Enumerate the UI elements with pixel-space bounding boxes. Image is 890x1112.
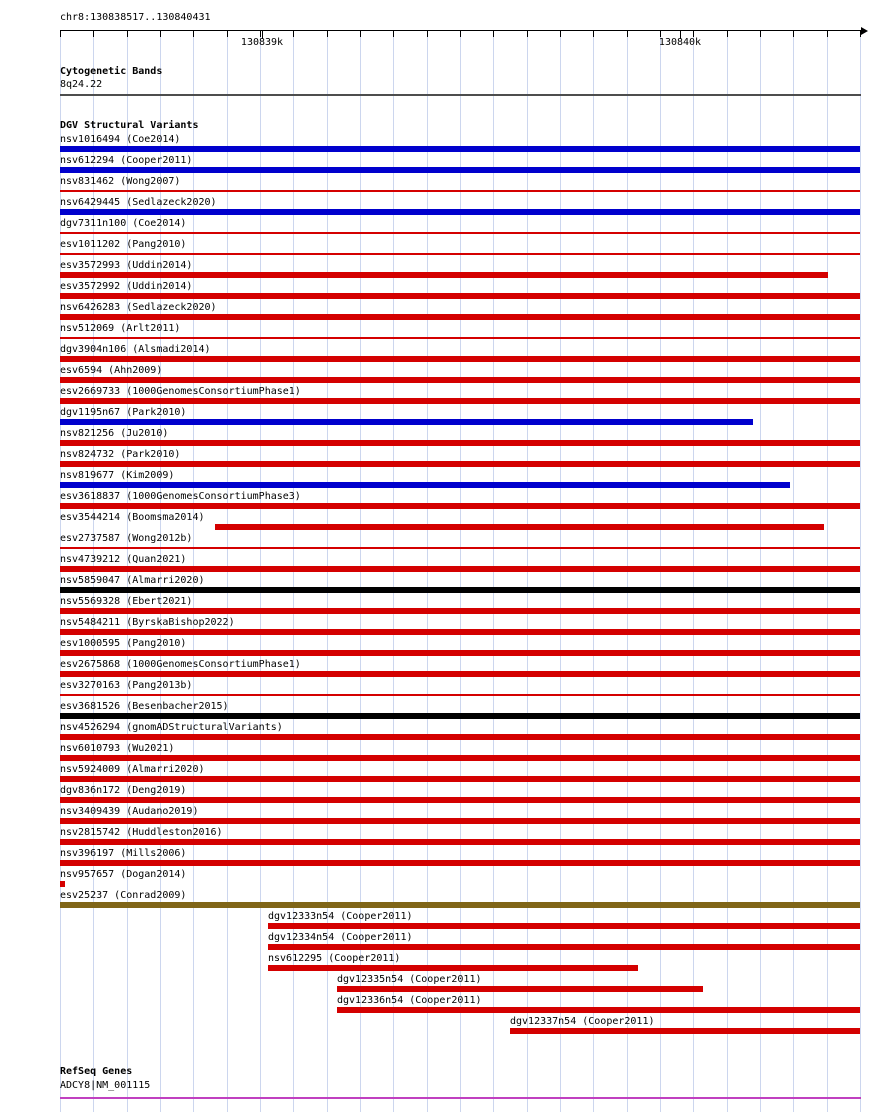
variant-label: dgv12337n54 (Cooper2011) bbox=[510, 1016, 655, 1027]
variant-bar[interactable] bbox=[60, 398, 860, 404]
variant-label: nsv4739212 (Quan2021) bbox=[60, 554, 187, 565]
variant-bar[interactable] bbox=[60, 587, 860, 593]
variant-bar[interactable] bbox=[60, 755, 860, 761]
ruler-tick bbox=[860, 30, 861, 37]
variant-bar[interactable] bbox=[60, 776, 860, 782]
ruler-tick bbox=[60, 30, 61, 37]
variant-label: esv3572993 (Uddin2014) bbox=[60, 260, 193, 271]
ruler-tick bbox=[827, 30, 828, 37]
variant-bar[interactable] bbox=[510, 1028, 860, 1034]
variant-bar[interactable] bbox=[60, 650, 860, 656]
variant-label: nsv821256 (Ju2010) bbox=[60, 428, 169, 439]
ruler-tick bbox=[560, 30, 561, 37]
variant-bar[interactable] bbox=[60, 337, 860, 339]
variant-label: esv3544214 (Boomsma2014) bbox=[60, 512, 205, 523]
gene-label: ADCY8|NM_001115 bbox=[60, 1080, 151, 1091]
variant-label: nsv396197 (Mills2006) bbox=[60, 848, 187, 859]
variant-label: dgv12336n54 (Cooper2011) bbox=[337, 995, 482, 1006]
ruler-tick bbox=[427, 30, 428, 37]
variant-label: esv1011202 (Pang2010) bbox=[60, 239, 187, 250]
variant-label: nsv819677 (Kim2009) bbox=[60, 470, 175, 481]
variant-bar[interactable] bbox=[60, 167, 860, 173]
variant-bar[interactable] bbox=[268, 944, 860, 950]
ruler-tick bbox=[260, 30, 261, 37]
variant-label: esv3572992 (Uddin2014) bbox=[60, 281, 193, 292]
variant-bar[interactable] bbox=[60, 146, 860, 152]
variant-bar[interactable] bbox=[60, 209, 860, 215]
variant-bar[interactable] bbox=[60, 272, 828, 278]
variant-bar[interactable] bbox=[60, 232, 860, 234]
variant-bar[interactable] bbox=[60, 377, 860, 383]
ruler-arrow-right-icon bbox=[861, 27, 868, 35]
variant-label: nsv1016494 (Coe2014) bbox=[60, 134, 181, 145]
variant-label: nsv6010793 (Wu2021) bbox=[60, 743, 175, 754]
ruler-tick bbox=[360, 30, 361, 37]
variant-label: esv6594 (Ahn2009) bbox=[60, 365, 163, 376]
variant-bar[interactable] bbox=[60, 419, 753, 425]
variant-label: nsv612294 (Cooper2011) bbox=[60, 155, 193, 166]
variant-label: dgv7311n100 (Coe2014) bbox=[60, 218, 187, 229]
ruler-tick bbox=[760, 30, 761, 37]
variant-label: esv25237 (Conrad2009) bbox=[60, 890, 187, 901]
variant-bar[interactable] bbox=[60, 440, 860, 446]
ruler-tick bbox=[193, 30, 194, 37]
variant-label: nsv5484211 (ByrskaBishop2022) bbox=[60, 617, 235, 628]
variant-bar[interactable] bbox=[337, 986, 703, 992]
variant-label: esv1000595 (Pang2010) bbox=[60, 638, 187, 649]
variant-bar[interactable] bbox=[60, 190, 860, 192]
ruler-tick bbox=[627, 30, 628, 37]
ruler-tick bbox=[93, 30, 94, 37]
cytogenetic-bands-header: Cytogenetic Bands bbox=[60, 66, 163, 77]
variant-bar[interactable] bbox=[337, 1007, 860, 1013]
variant-bar[interactable] bbox=[60, 482, 790, 488]
variant-label: dgv1195n67 (Park2010) bbox=[60, 407, 187, 418]
variant-bar[interactable] bbox=[60, 547, 860, 549]
variant-bar[interactable] bbox=[60, 461, 860, 467]
variant-bar[interactable] bbox=[215, 524, 824, 530]
variant-label: dgv12333n54 (Cooper2011) bbox=[268, 911, 413, 922]
ruler-tick-label: 130840k bbox=[658, 37, 702, 48]
ruler-tick bbox=[593, 30, 594, 37]
variant-bar[interactable] bbox=[60, 902, 860, 908]
variant-label: esv3681526 (Besenbacher2015) bbox=[60, 701, 229, 712]
ruler-tick-label: 130839k bbox=[240, 37, 284, 48]
variant-label: nsv5924009 (Almarri2020) bbox=[60, 764, 205, 775]
variant-bar[interactable] bbox=[60, 566, 860, 572]
ruler-tick bbox=[693, 30, 694, 37]
refseq-genes-header: RefSeq Genes bbox=[60, 1066, 133, 1077]
ruler-tick bbox=[460, 30, 461, 37]
variant-bar[interactable] bbox=[60, 356, 860, 362]
ruler-tick bbox=[727, 30, 728, 37]
variant-label: dgv836n172 (Deng2019) bbox=[60, 785, 187, 796]
gridline bbox=[860, 30, 861, 1112]
variant-bar[interactable] bbox=[60, 314, 860, 320]
variant-label: dgv12335n54 (Cooper2011) bbox=[337, 974, 482, 985]
variant-label: nsv6426283 (Sedlazeck2020) bbox=[60, 302, 217, 313]
variant-label: nsv6429445 (Sedlazeck2020) bbox=[60, 197, 217, 208]
ruler-tick bbox=[227, 30, 228, 37]
variant-label: nsv957657 (Dogan2014) bbox=[60, 869, 187, 880]
variant-bar[interactable] bbox=[268, 923, 860, 929]
variant-label: nsv4526294 (gnomADStructuralVariants) bbox=[60, 722, 283, 733]
ruler-tick bbox=[527, 30, 528, 37]
variant-bar[interactable] bbox=[60, 608, 860, 614]
variant-bar[interactable] bbox=[60, 818, 860, 824]
ruler-tick bbox=[127, 30, 128, 37]
ruler-tick bbox=[393, 30, 394, 37]
variant-bar[interactable] bbox=[60, 293, 860, 299]
variant-bar[interactable] bbox=[60, 881, 65, 887]
variant-label: nsv824732 (Park2010) bbox=[60, 449, 181, 460]
variant-bar[interactable] bbox=[60, 629, 860, 635]
variant-label: nsv512069 (Arlt2011) bbox=[60, 323, 181, 334]
variant-label: nsv3409439 (Audano2019) bbox=[60, 806, 199, 817]
dgv-structural-variants-header: DGV Structural Variants bbox=[60, 120, 199, 131]
variant-bar[interactable] bbox=[60, 797, 860, 803]
ruler-tick bbox=[327, 30, 328, 37]
variant-label: esv2737587 (Wong2012b) bbox=[60, 533, 193, 544]
variant-bar[interactable] bbox=[268, 965, 638, 971]
variant-bar[interactable] bbox=[60, 734, 860, 740]
ruler-tick bbox=[493, 30, 494, 37]
variant-label: esv3618837 (1000GenomesConsortiumPhase3) bbox=[60, 491, 301, 502]
ruler-tick bbox=[293, 30, 294, 37]
variant-bar[interactable] bbox=[60, 694, 860, 696]
variant-bar[interactable] bbox=[60, 503, 860, 509]
variant-label: dgv3904n106 (Alsmadi2014) bbox=[60, 344, 211, 355]
variant-label: nsv831462 (Wong2007) bbox=[60, 176, 181, 187]
variant-label: dgv12334n54 (Cooper2011) bbox=[268, 932, 413, 943]
variant-label: nsv2815742 (Huddleston2016) bbox=[60, 827, 223, 838]
variant-bar[interactable] bbox=[60, 860, 860, 866]
variant-label: esv3270163 (Pang2013b) bbox=[60, 680, 193, 691]
variant-bar[interactable] bbox=[60, 253, 860, 255]
variant-bar[interactable] bbox=[60, 839, 860, 845]
region-label: chr8:130838517..130840431 bbox=[60, 12, 211, 23]
ruler-tick bbox=[660, 30, 661, 37]
ruler-tick bbox=[160, 30, 161, 37]
variant-label: esv2669733 (1000GenomesConsortiumPhase1) bbox=[60, 386, 301, 397]
variant-label: nsv612295 (Cooper2011) bbox=[268, 953, 401, 964]
cytoband-bar bbox=[60, 94, 861, 96]
variant-label: esv2675868 (1000GenomesConsortiumPhase1) bbox=[60, 659, 301, 670]
variant-label: nsv5569328 (Ebert2021) bbox=[60, 596, 193, 607]
variant-bar[interactable] bbox=[60, 671, 860, 677]
variant-bar[interactable] bbox=[60, 713, 860, 719]
gene-span-bar[interactable] bbox=[60, 1097, 861, 1099]
variant-label: nsv5859047 (Almarri2020) bbox=[60, 575, 205, 586]
ruler-tick bbox=[793, 30, 794, 37]
cytoband-label: 8q24.22 bbox=[60, 79, 103, 90]
